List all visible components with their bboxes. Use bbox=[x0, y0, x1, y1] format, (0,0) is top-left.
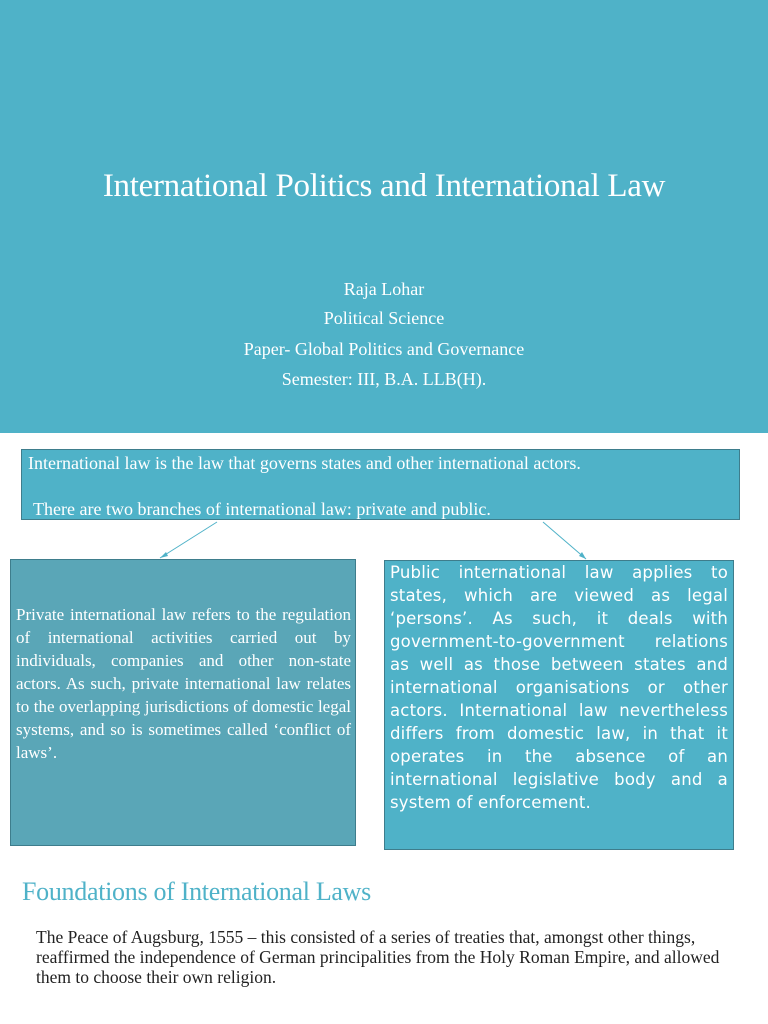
foundations-heading: Foundations of International Laws bbox=[22, 877, 371, 906]
department: Political Science bbox=[323, 308, 445, 328]
private-law-text: Private international law refers to the regulation of international activities carried out by individuals, companies and other non-state actors. As such, private international law relates to the overlapping jurisdictions of domestic legal systems, and so is sometimes called ‘conflict of laws’. bbox=[16, 605, 351, 762]
public-law-box bbox=[384, 560, 734, 850]
arrow-head-public bbox=[579, 552, 586, 559]
summary-branches: There are two branches of international law: private and public. bbox=[33, 499, 491, 519]
paper-name: Paper- Global Politics and Governance bbox=[243, 339, 525, 359]
slide-title: International Politics and International Law bbox=[102, 168, 666, 204]
title-banner bbox=[0, 0, 768, 433]
augsburg-paragraph: The Peace of Augsburg, 1555 – this consisted of a series of treaties that, amongst other things, reaffirmed the independence of German principalities from the Holy Roman Empire, and allowed them to choose their own religion. bbox=[36, 927, 720, 987]
arrow-head-private bbox=[160, 552, 168, 558]
public-law-text: Public international law applies to states, which are viewed as legal ‘persons’. As such, it deals with government-to-government relations as well as those between states and international organisations or other actors. International law nevertheless differs from domestic law, in that it operates in the absence of an international legislative body and a system of enforcement. bbox=[390, 563, 728, 812]
semester: Semester: III, B.A. LLB(H). bbox=[281, 369, 487, 389]
private-law-box bbox=[10, 559, 356, 846]
summary-definition: International law is the law that governs states and other international actors. bbox=[28, 453, 581, 473]
arrow-to-public bbox=[543, 522, 586, 559]
author-name: Raja Lohar bbox=[343, 279, 425, 299]
summary-box bbox=[21, 449, 740, 520]
arrow-to-private bbox=[160, 522, 217, 558]
